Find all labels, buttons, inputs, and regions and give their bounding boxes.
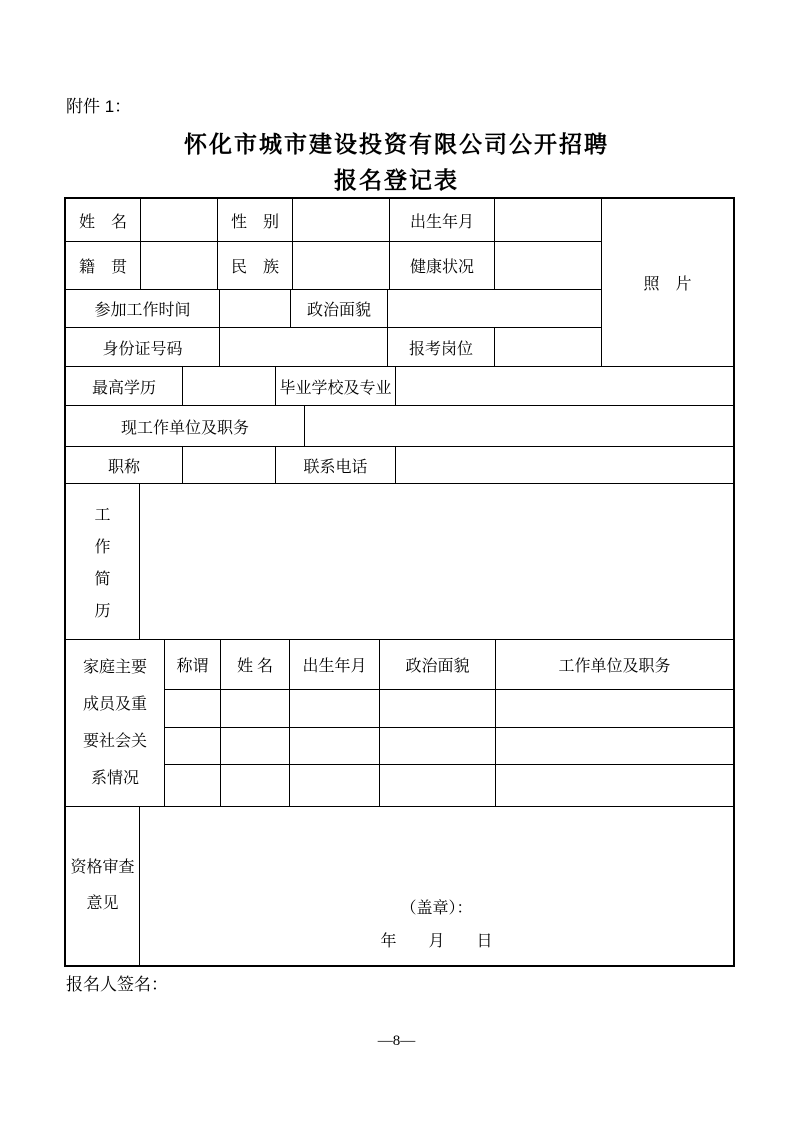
family-members-label — [66, 640, 165, 806]
family-cell — [496, 690, 733, 727]
phone-value-cell — [396, 447, 733, 483]
table-row — [66, 447, 733, 484]
family-cell — [380, 765, 496, 806]
birth-date-label: 出生年月 — [390, 199, 495, 241]
family-row — [165, 728, 733, 765]
job-title-value-cell — [183, 447, 276, 483]
family-cell — [221, 728, 290, 764]
name-label: 姓 名 — [66, 199, 141, 241]
family-label-line: 要社会关 — [82, 733, 147, 750]
qualification-review-row — [66, 807, 733, 965]
family-cell — [165, 728, 221, 764]
work-resume-row — [66, 484, 733, 640]
qualification-review-content — [140, 807, 733, 965]
work-resume-label — [66, 484, 140, 639]
work-resume-char: 简 — [94, 570, 111, 588]
family-header-row — [165, 640, 733, 690]
health-status-value-cell — [495, 242, 602, 289]
table-row — [66, 367, 733, 406]
table-row — [66, 328, 602, 367]
review-label-line: 意见 — [86, 895, 119, 912]
review-label-line: 资格审查 — [70, 859, 135, 876]
qualification-review-label — [66, 807, 140, 965]
document-title — [0, 126, 793, 198]
current-employer-label: 现工作单位及职务 — [66, 406, 305, 446]
table-row — [66, 290, 602, 328]
personal-info-section — [66, 199, 733, 367]
family-label-line: 家庭主要 — [82, 659, 147, 676]
family-employer-header: 工作单位及职务 — [558, 658, 671, 675]
registration-form-table — [64, 197, 735, 967]
ethnicity-value-cell — [293, 242, 390, 289]
family-name-header: 姓 名 — [221, 640, 290, 689]
family-political-header: 政治面貌 — [380, 640, 496, 689]
native-place-value-cell — [141, 242, 218, 289]
family-cell — [165, 765, 221, 806]
current-employer-value-cell — [305, 406, 733, 446]
title-line-1: 怀化市城市建设投资有限公司公开招聘 — [184, 131, 609, 157]
applicant-signature-label: 报名人签名： — [66, 975, 168, 994]
title-line-2: 报名登记表 — [334, 167, 459, 193]
family-cell — [496, 765, 733, 806]
table-row — [66, 406, 733, 447]
highest-education-label: 最高学历 — [66, 367, 183, 405]
work-resume-char: 工 — [94, 507, 111, 525]
attachment-label: 附件 1： — [66, 97, 132, 116]
family-cell — [380, 728, 496, 764]
ethnicity-label: 民 族 — [218, 242, 293, 289]
work-start-time-label: 参加工作时间 — [66, 290, 220, 327]
family-cell — [290, 690, 380, 727]
phone-label: 联系电话 — [276, 447, 396, 483]
birth-date-value-cell — [495, 199, 602, 241]
photo-cell: 照 片 — [643, 276, 692, 293]
political-status-value-cell — [388, 290, 602, 327]
gender-value-cell — [293, 199, 390, 241]
name-value-cell — [141, 199, 218, 241]
work-resume-char: 历 — [94, 602, 111, 620]
family-cell — [290, 728, 380, 764]
health-status-label: 健康状况 — [390, 242, 495, 289]
stamp-label: （盖章）： — [400, 900, 473, 917]
work-start-time-value-cell — [220, 290, 291, 327]
political-status-label: 政治面貌 — [291, 290, 388, 327]
table-row — [66, 199, 602, 242]
family-row — [165, 765, 733, 806]
personal-info-left — [66, 199, 602, 366]
id-number-label: 身份证号码 — [66, 328, 220, 367]
applied-position-value-cell — [495, 328, 602, 367]
family-cell — [496, 728, 733, 764]
family-label-line: 系情况 — [90, 770, 139, 787]
id-number-value-cell — [220, 328, 388, 367]
table-row — [66, 242, 602, 290]
family-row — [165, 690, 733, 728]
page-number: —8— — [377, 1033, 416, 1049]
family-label-line: 成员及重 — [82, 696, 147, 713]
family-cell — [221, 690, 290, 727]
school-major-value-cell — [396, 367, 733, 405]
gender-label: 性 别 — [218, 199, 293, 241]
family-birth-header: 出生年月 — [290, 640, 380, 689]
family-relation-header: 称谓 — [165, 640, 221, 689]
job-title-label: 职称 — [66, 447, 183, 483]
family-members-section — [66, 640, 733, 807]
date-label: 年 月 日 — [380, 933, 493, 950]
family-cell — [290, 765, 380, 806]
applied-position-label: 报考岗位 — [388, 328, 495, 367]
school-major-label: 毕业学校及专业 — [276, 367, 396, 405]
family-members-grid — [165, 640, 733, 806]
family-cell — [165, 690, 221, 727]
work-resume-content-cell — [140, 484, 733, 639]
family-cell — [221, 765, 290, 806]
work-resume-char: 作 — [94, 539, 111, 557]
family-cell — [380, 690, 496, 727]
native-place-label: 籍 贯 — [66, 242, 141, 289]
highest-education-value-cell — [183, 367, 276, 405]
